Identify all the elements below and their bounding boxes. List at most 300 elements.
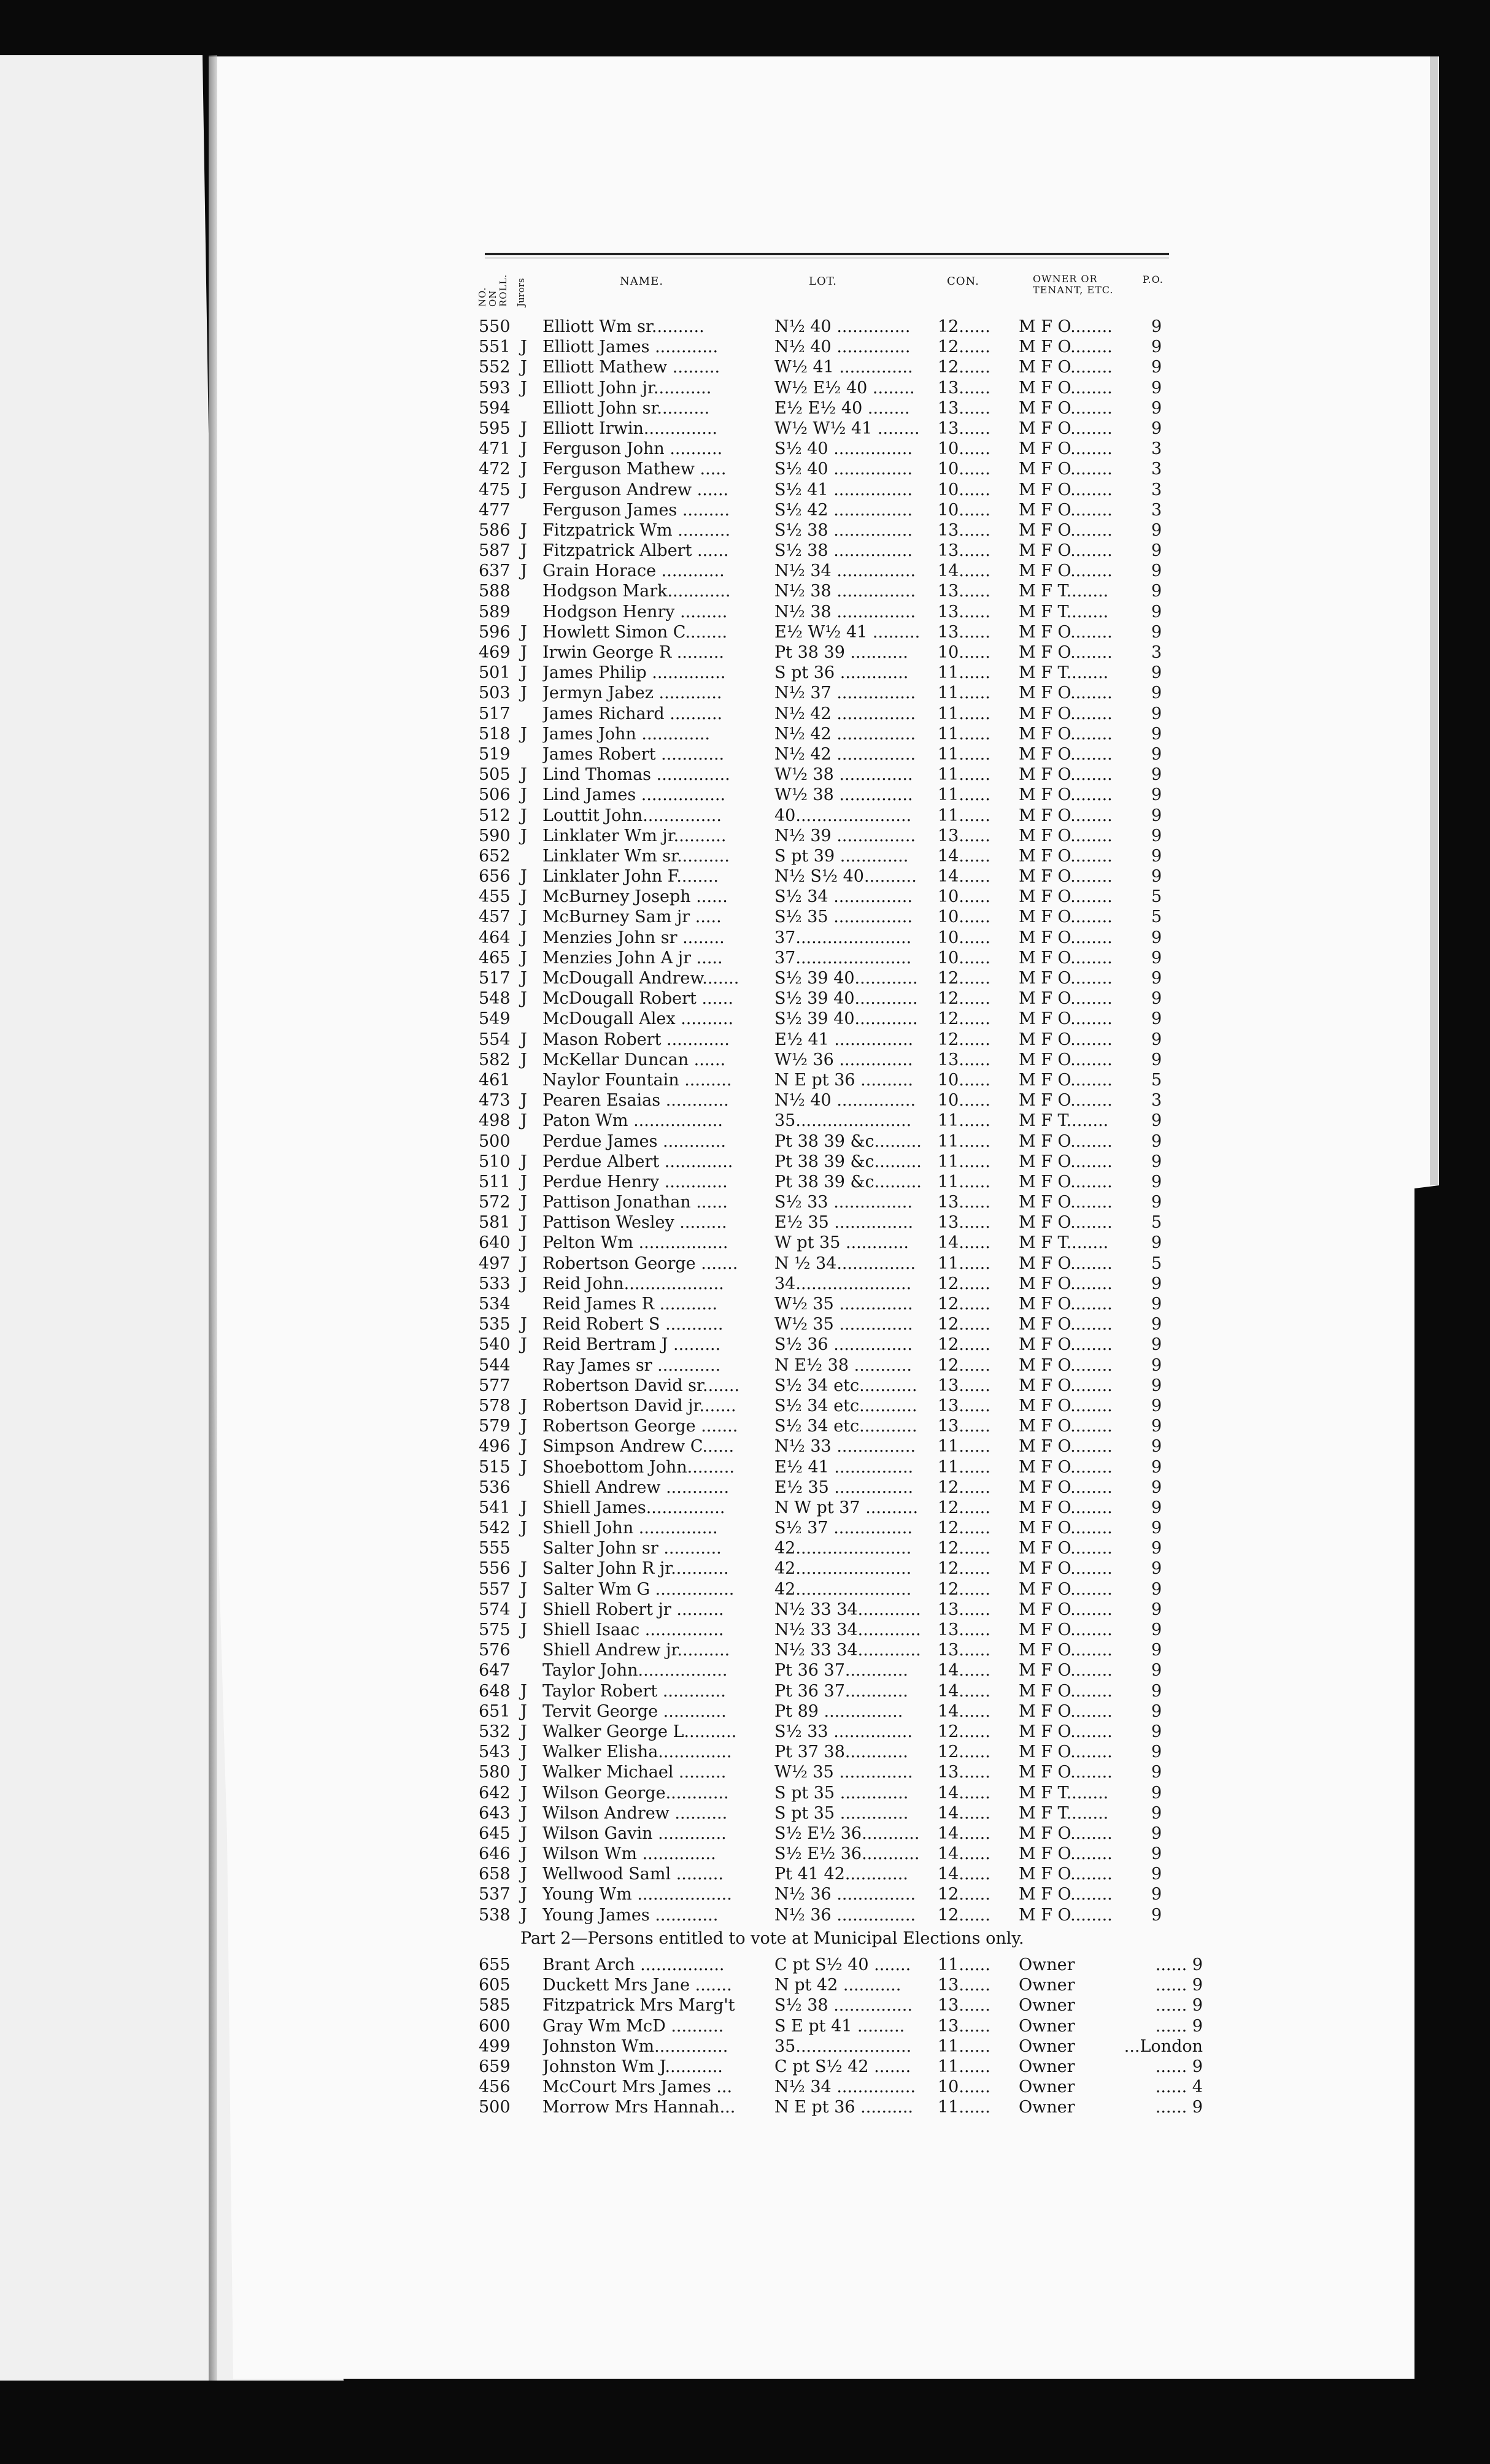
lot: S pt 39 ............. xyxy=(774,846,909,866)
roll-number: 578 xyxy=(479,1396,511,1415)
voter-name: Fitzpatrick Wm .......... xyxy=(542,520,731,540)
juror-mark: J xyxy=(520,1519,527,1538)
owner-tenant: M F O........ xyxy=(1019,1701,1113,1721)
lot: C pt S½ 40 ....... xyxy=(774,1955,911,1974)
owner-tenant: M F O........ xyxy=(1019,785,1113,805)
roll-number: 652 xyxy=(479,846,511,866)
concession: 12...... xyxy=(938,989,990,1009)
post-office: 9 xyxy=(1151,1274,1162,1293)
lot: Pt 38 39 &c......... xyxy=(774,1131,922,1151)
voter-name: Robertson George ....... xyxy=(542,1417,738,1436)
lot: 37...................... xyxy=(774,948,912,968)
juror-mark: J xyxy=(520,1783,527,1803)
post-office: 9 xyxy=(1151,1437,1162,1457)
lot: Pt 38 39 &c......... xyxy=(774,1152,922,1171)
concession: 10...... xyxy=(938,480,990,499)
roll-number: 648 xyxy=(479,1681,511,1701)
lot: W½ 38 .............. xyxy=(774,765,913,785)
header-roll-number: NO. ON ROLL. xyxy=(477,274,509,307)
post-office: 9 xyxy=(1151,337,1162,357)
concession: 13...... xyxy=(938,541,990,561)
voter-name: Ray James sr ............ xyxy=(542,1355,721,1375)
roll-number: 555 xyxy=(479,1539,511,1558)
voter-name: Menzies John A jr ..... xyxy=(542,948,723,968)
juror-mark: J xyxy=(520,1335,527,1355)
post-office: 9 xyxy=(1151,1559,1162,1579)
post-office: 9 xyxy=(1151,1152,1162,1171)
roll-number: 497 xyxy=(479,1253,511,1273)
voter-name: Ferguson John .......... xyxy=(542,439,723,459)
post-office: 9 xyxy=(1151,317,1162,336)
owner-tenant: M F O........ xyxy=(1019,1335,1113,1355)
lot: W½ 41 .............. xyxy=(774,358,913,377)
post-office: ...... 9 xyxy=(1155,1955,1203,1974)
concession: 11...... xyxy=(938,2036,990,2056)
voter-name: Naylor Fountain ......... xyxy=(542,1070,732,1090)
concession: 11...... xyxy=(938,785,990,805)
juror-mark: J xyxy=(520,1803,527,1823)
concession: 10...... xyxy=(938,460,990,479)
voter-name: Paton Wm ................. xyxy=(542,1111,723,1131)
owner-tenant: M F O........ xyxy=(1019,460,1113,479)
juror-mark: J xyxy=(520,520,527,540)
juror-mark: J xyxy=(520,643,527,662)
post-office: 9 xyxy=(1151,744,1162,764)
post-office: 9 xyxy=(1151,1661,1162,1681)
voter-name: Ferguson Mathew ..... xyxy=(542,460,727,479)
lot: W½ W½ 41 ........ xyxy=(774,418,920,438)
juror-mark: J xyxy=(520,1233,527,1253)
post-office: 9 xyxy=(1151,398,1162,418)
post-office: 3 xyxy=(1151,1091,1162,1111)
roll-number: 554 xyxy=(479,1030,511,1049)
voter-name: Elliott James ............ xyxy=(542,337,719,357)
roll-number: 574 xyxy=(479,1600,511,1619)
concession: 13...... xyxy=(938,582,990,601)
roll-number: 551 xyxy=(479,337,511,357)
lot: N½ 36 ............... xyxy=(774,1905,916,1925)
roll-number: 605 xyxy=(479,1976,511,1995)
owner-tenant: M F O........ xyxy=(1019,1213,1113,1233)
lot: W½ 38 .............. xyxy=(774,785,913,805)
voter-name: Pattison Wesley ......... xyxy=(542,1213,727,1233)
owner-tenant: M F O........ xyxy=(1019,887,1113,907)
post-office: 9 xyxy=(1151,602,1162,622)
juror-mark: J xyxy=(520,1457,527,1477)
voter-name: Ferguson James ......... xyxy=(542,500,730,520)
roll-number: 538 xyxy=(479,1905,511,1925)
lot: W½ 36 .............. xyxy=(774,1050,913,1069)
juror-mark: J xyxy=(520,337,527,357)
owner-tenant: M F O........ xyxy=(1019,520,1113,540)
concession: 12...... xyxy=(938,1335,990,1355)
roll-number: 464 xyxy=(479,928,511,947)
voter-name: Hodgson Henry ......... xyxy=(542,602,728,622)
roll-number: 498 xyxy=(479,1111,511,1131)
voter-name: Robertson David jr....... xyxy=(542,1396,736,1415)
voter-name: Elliott Mathew ......... xyxy=(542,358,720,377)
voter-name: Perdue Henry ............ xyxy=(542,1172,728,1192)
lot: N E pt 36 .......... xyxy=(774,1070,913,1090)
roll-number: 471 xyxy=(479,439,511,459)
roll-number: 535 xyxy=(479,1315,511,1334)
owner-tenant: M F O........ xyxy=(1019,1457,1113,1477)
roll-number: 475 xyxy=(479,480,511,499)
roll-number: 587 xyxy=(479,541,511,561)
voter-name: Perdue Albert ............. xyxy=(542,1152,733,1171)
lot: S½ 33 ............... xyxy=(774,1193,913,1212)
voter-name: McKellar Duncan ...... xyxy=(542,1050,726,1069)
roll-number: 549 xyxy=(479,1009,511,1029)
juror-mark: J xyxy=(520,826,527,845)
concession: 12...... xyxy=(938,1742,990,1762)
concession: 14...... xyxy=(938,846,990,866)
roll-number: 643 xyxy=(479,1803,511,1823)
voter-name: Wellwood Saml ......... xyxy=(542,1865,724,1884)
concession: 14...... xyxy=(938,867,990,887)
post-office: 9 xyxy=(1151,1885,1162,1904)
voter-name: Taylor John................. xyxy=(542,1661,728,1681)
post-office: 9 xyxy=(1151,1009,1162,1029)
owner-tenant: M F O........ xyxy=(1019,1295,1113,1314)
roll-number: 656 xyxy=(479,867,511,887)
post-office: 9 xyxy=(1151,520,1162,540)
voter-name: Johnston Wm J........... xyxy=(542,2057,723,2076)
voter-name: Linklater Wm sr.......... xyxy=(542,846,730,866)
voter-name: James Philip .............. xyxy=(542,663,726,683)
post-office: 9 xyxy=(1151,806,1162,825)
concession: 14...... xyxy=(938,1803,990,1823)
roll-number: 499 xyxy=(479,2036,511,2056)
roll-number: 512 xyxy=(479,806,511,825)
lot: E½ 35 ............... xyxy=(774,1213,914,1233)
voter-name: Fitzpatrick Mrs Marg't xyxy=(542,1996,735,2015)
voter-name: Reid John................... xyxy=(542,1274,724,1293)
owner-tenant: Owner xyxy=(1019,1955,1075,1974)
owner-tenant: M F O........ xyxy=(1019,1376,1113,1395)
voter-name: Shiell Robert jr ......... xyxy=(542,1600,724,1619)
juror-mark: J xyxy=(520,1885,527,1904)
juror-mark: J xyxy=(520,1742,527,1762)
roll-number: 501 xyxy=(479,663,511,683)
lot: S pt 35 ............. xyxy=(774,1783,909,1803)
lot: S½ 39 40............ xyxy=(774,1009,918,1029)
post-office: 3 xyxy=(1151,500,1162,520)
concession: 12...... xyxy=(938,1905,990,1925)
voter-name: Elliott John jr........... xyxy=(542,378,712,398)
lot: C pt S½ 42 ....... xyxy=(774,2057,911,2076)
concession: 12...... xyxy=(938,1355,990,1375)
voter-name: Walker Michael ......... xyxy=(542,1763,727,1782)
post-office: 3 xyxy=(1151,439,1162,459)
post-office: 9 xyxy=(1151,1295,1162,1314)
post-office: 9 xyxy=(1151,1233,1162,1253)
lot: N½ 33 ............... xyxy=(774,1437,916,1457)
lot: W½ 35 .............. xyxy=(774,1315,913,1334)
post-office: 9 xyxy=(1151,1865,1162,1884)
roll-number: 511 xyxy=(479,1172,511,1192)
owner-tenant: Owner xyxy=(1019,2016,1075,2036)
juror-mark: J xyxy=(520,561,527,581)
voter-name: Jermyn Jabez ............ xyxy=(542,683,722,703)
concession: 11...... xyxy=(938,1253,990,1273)
concession: 13...... xyxy=(938,418,990,438)
post-office: 9 xyxy=(1151,582,1162,601)
owner-tenant: M F O........ xyxy=(1019,867,1113,887)
voter-name: Grain Horace ............ xyxy=(542,561,725,581)
roll-number: 658 xyxy=(479,1865,511,1884)
post-office: 9 xyxy=(1151,948,1162,968)
lot: Pt 36 37............ xyxy=(774,1661,908,1681)
concession: 13...... xyxy=(938,1417,990,1436)
roll-number: 557 xyxy=(479,1579,511,1599)
post-office: 9 xyxy=(1151,826,1162,845)
voter-name: Lind James ................ xyxy=(542,785,726,805)
juror-mark: J xyxy=(520,358,527,377)
roll-number: 541 xyxy=(479,1498,511,1517)
lot: S½ 34 etc........... xyxy=(774,1376,917,1395)
post-office: ...... 4 xyxy=(1155,2077,1203,2097)
concession: 11...... xyxy=(938,2098,990,2117)
concession: 12...... xyxy=(938,1539,990,1558)
lot: S½ 39 40............ xyxy=(774,989,918,1009)
owner-tenant: M F O........ xyxy=(1019,398,1113,418)
concession: 11...... xyxy=(938,744,990,764)
concession: 10...... xyxy=(938,887,990,907)
concession: 13...... xyxy=(938,1763,990,1782)
lot: Pt 36 37............ xyxy=(774,1681,908,1701)
concession: 12...... xyxy=(938,1477,990,1497)
roll-number: 506 xyxy=(479,785,511,805)
lot: N½ 33 34............ xyxy=(774,1641,921,1660)
concession: 13...... xyxy=(938,602,990,622)
post-office: 9 xyxy=(1151,1620,1162,1639)
page-right-edge xyxy=(1430,56,1438,1185)
owner-tenant: M F O........ xyxy=(1019,1865,1113,1884)
roll-number: 594 xyxy=(479,398,511,418)
concession: 12...... xyxy=(938,317,990,336)
voter-name: McDougall Alex .......... xyxy=(542,1009,734,1029)
owner-tenant: M F O........ xyxy=(1019,561,1113,581)
owner-tenant: M F O........ xyxy=(1019,1823,1113,1843)
owner-tenant: M F O........ xyxy=(1019,1681,1113,1701)
post-office: 9 xyxy=(1151,1579,1162,1599)
owner-tenant: M F O........ xyxy=(1019,1172,1113,1192)
concession: 14...... xyxy=(938,1783,990,1803)
post-office: 9 xyxy=(1151,1701,1162,1721)
voter-name: Linklater Wm jr.......... xyxy=(542,826,727,845)
concession: 10...... xyxy=(938,928,990,947)
post-office: ...... 9 xyxy=(1155,2098,1203,2117)
juror-mark: J xyxy=(520,683,527,703)
post-office: 9 xyxy=(1151,785,1162,805)
roll-number: 577 xyxy=(479,1376,511,1395)
roll-number: 552 xyxy=(479,358,511,377)
lot: S½ E½ 36........... xyxy=(774,1823,920,1843)
post-office: 9 xyxy=(1151,928,1162,947)
owner-tenant: M F O........ xyxy=(1019,948,1113,968)
roll-number: 588 xyxy=(479,582,511,601)
post-office: ...... 9 xyxy=(1155,2057,1203,2076)
roll-number: 505 xyxy=(479,765,511,785)
owner-tenant: M F O........ xyxy=(1019,1437,1113,1457)
owner-tenant: M F T........ xyxy=(1019,1233,1109,1253)
lot: E½ 35 ............... xyxy=(774,1477,914,1497)
owner-tenant: M F O........ xyxy=(1019,1131,1113,1151)
owner-tenant: M F O........ xyxy=(1019,358,1113,377)
roll-number: 576 xyxy=(479,1641,511,1660)
lot: S E pt 41 ......... xyxy=(774,2016,905,2036)
concession: 10...... xyxy=(938,439,990,459)
juror-mark: J xyxy=(520,1253,527,1273)
concession: 12...... xyxy=(938,1519,990,1538)
header-rule xyxy=(485,253,1169,255)
post-office: 9 xyxy=(1151,969,1162,988)
owner-tenant: M F O........ xyxy=(1019,989,1113,1009)
lot: S pt 35 ............. xyxy=(774,1803,909,1823)
lot: N½ 40 .............. xyxy=(774,337,911,357)
lot: E½ E½ 40 ........ xyxy=(774,398,910,418)
owner-tenant: M F O........ xyxy=(1019,1417,1113,1436)
concession: 12...... xyxy=(938,969,990,988)
concession: 13...... xyxy=(938,622,990,642)
owner-tenant: M F O........ xyxy=(1019,643,1113,662)
lot: S½ 35 ............... xyxy=(774,907,913,927)
concession: 13...... xyxy=(938,1641,990,1660)
header-concession: CON. xyxy=(947,275,979,288)
post-office: 9 xyxy=(1151,1376,1162,1395)
voter-name: Salter John R jr........... xyxy=(542,1559,729,1579)
lot: N W pt 37 .......... xyxy=(774,1498,919,1517)
lot: S½ 40 ............... xyxy=(774,439,913,459)
post-office: 9 xyxy=(1151,358,1162,377)
juror-mark: J xyxy=(520,1050,527,1069)
post-office: 9 xyxy=(1151,724,1162,744)
roll-number: 533 xyxy=(479,1274,511,1293)
juror-mark: J xyxy=(520,1030,527,1049)
owner-tenant: M F T........ xyxy=(1019,582,1109,601)
roll-number: 518 xyxy=(479,724,511,744)
concession: 13...... xyxy=(938,1376,990,1395)
voter-name: Duckett Mrs Jane ....... xyxy=(542,1976,732,1995)
post-office: ...... 9 xyxy=(1155,2016,1203,2036)
voter-name: Elliott Wm sr.......... xyxy=(542,317,704,336)
lot: N½ 36 ............... xyxy=(774,1885,916,1904)
concession: 11...... xyxy=(938,1955,990,1974)
voter-name: Young James ............ xyxy=(542,1905,719,1925)
juror-mark: J xyxy=(520,1213,527,1233)
juror-mark: J xyxy=(520,1274,527,1293)
owner-tenant: Owner xyxy=(1019,1976,1075,1995)
juror-mark: J xyxy=(520,480,527,499)
lot: E½ 41 ............... xyxy=(774,1457,914,1477)
juror-mark: J xyxy=(520,1111,527,1131)
voter-name: Salter John sr ........... xyxy=(542,1539,722,1558)
juror-mark: J xyxy=(520,1152,527,1171)
post-office: 5 xyxy=(1151,907,1162,927)
post-office: 9 xyxy=(1151,683,1162,703)
lot: N½ 34 ............... xyxy=(774,2077,916,2097)
post-office: 9 xyxy=(1151,846,1162,866)
owner-tenant: M F O........ xyxy=(1019,704,1113,723)
voter-name: Fitzpatrick Albert ...... xyxy=(542,541,729,561)
lot: 40...................... xyxy=(774,806,912,825)
owner-tenant: M F O........ xyxy=(1019,1050,1113,1069)
post-office: 9 xyxy=(1151,1844,1162,1864)
owner-tenant: M F O........ xyxy=(1019,1600,1113,1619)
post-office: 9 xyxy=(1151,1355,1162,1375)
lot: 42...................... xyxy=(774,1539,912,1558)
concession: 12...... xyxy=(938,1009,990,1029)
concession: 11...... xyxy=(938,1437,990,1457)
post-office: 9 xyxy=(1151,1519,1162,1538)
post-office: 9 xyxy=(1151,1030,1162,1049)
roll-number: 589 xyxy=(479,602,511,622)
post-office: ...London xyxy=(1124,2036,1203,2056)
concession: 14...... xyxy=(938,1823,990,1843)
owner-tenant: M F O........ xyxy=(1019,1355,1113,1375)
voter-name: Shiell Andrew jr.......... xyxy=(542,1641,730,1660)
concession: 13...... xyxy=(938,1213,990,1233)
owner-tenant: Owner xyxy=(1019,2077,1075,2097)
owner-tenant: M F O........ xyxy=(1019,1498,1113,1517)
voter-name: Wilson Andrew .......... xyxy=(542,1803,728,1823)
voter-name: Louttit John............... xyxy=(542,806,722,825)
roll-number: 580 xyxy=(479,1763,511,1782)
concession: 12...... xyxy=(938,1559,990,1579)
owner-tenant: M F O........ xyxy=(1019,1009,1113,1029)
roll-number: 651 xyxy=(479,1701,511,1721)
post-office: 3 xyxy=(1151,480,1162,499)
post-office: 9 xyxy=(1151,1335,1162,1355)
concession: 12...... xyxy=(938,1498,990,1517)
owner-tenant: M F O........ xyxy=(1019,907,1113,927)
voter-name: Morrow Mrs Hannah... xyxy=(542,2098,736,2117)
juror-mark: J xyxy=(520,724,527,744)
juror-mark: J xyxy=(520,622,527,642)
owner-tenant: M F O........ xyxy=(1019,1152,1113,1171)
owner-tenant: M F O........ xyxy=(1019,622,1113,642)
post-office: 9 xyxy=(1151,1722,1162,1741)
post-office: 9 xyxy=(1151,765,1162,785)
voter-name: Reid Bertram J ......... xyxy=(542,1335,721,1355)
lot: N pt 42 ........... xyxy=(774,1976,901,1995)
post-office: 9 xyxy=(1151,867,1162,887)
post-office: 3 xyxy=(1151,643,1162,662)
concession: 11...... xyxy=(938,2057,990,2076)
roll-number: 600 xyxy=(479,2016,511,2036)
voter-name: Simpson Andrew C...... xyxy=(542,1437,735,1457)
concession: 13...... xyxy=(938,826,990,845)
juror-mark: J xyxy=(520,1600,527,1619)
voter-name: Wilson Wm .............. xyxy=(542,1844,716,1864)
post-office: 9 xyxy=(1151,378,1162,398)
roll-number: 637 xyxy=(479,561,511,581)
owner-tenant: M F O........ xyxy=(1019,1030,1113,1049)
post-office: 9 xyxy=(1151,1905,1162,1925)
concession: 10...... xyxy=(938,907,990,927)
juror-mark: J xyxy=(520,460,527,479)
voter-name: Salter Wm G ............... xyxy=(542,1579,735,1599)
post-office: 9 xyxy=(1151,418,1162,438)
roll-number: 532 xyxy=(479,1722,511,1741)
voter-name: Pelton Wm ................. xyxy=(542,1233,728,1253)
concession: 13...... xyxy=(938,1600,990,1619)
juror-mark: J xyxy=(520,541,527,561)
voter-name: Robertson David sr....... xyxy=(542,1376,740,1395)
juror-mark: J xyxy=(520,439,527,459)
voter-name: McCourt Mrs James ... xyxy=(542,2077,733,2097)
